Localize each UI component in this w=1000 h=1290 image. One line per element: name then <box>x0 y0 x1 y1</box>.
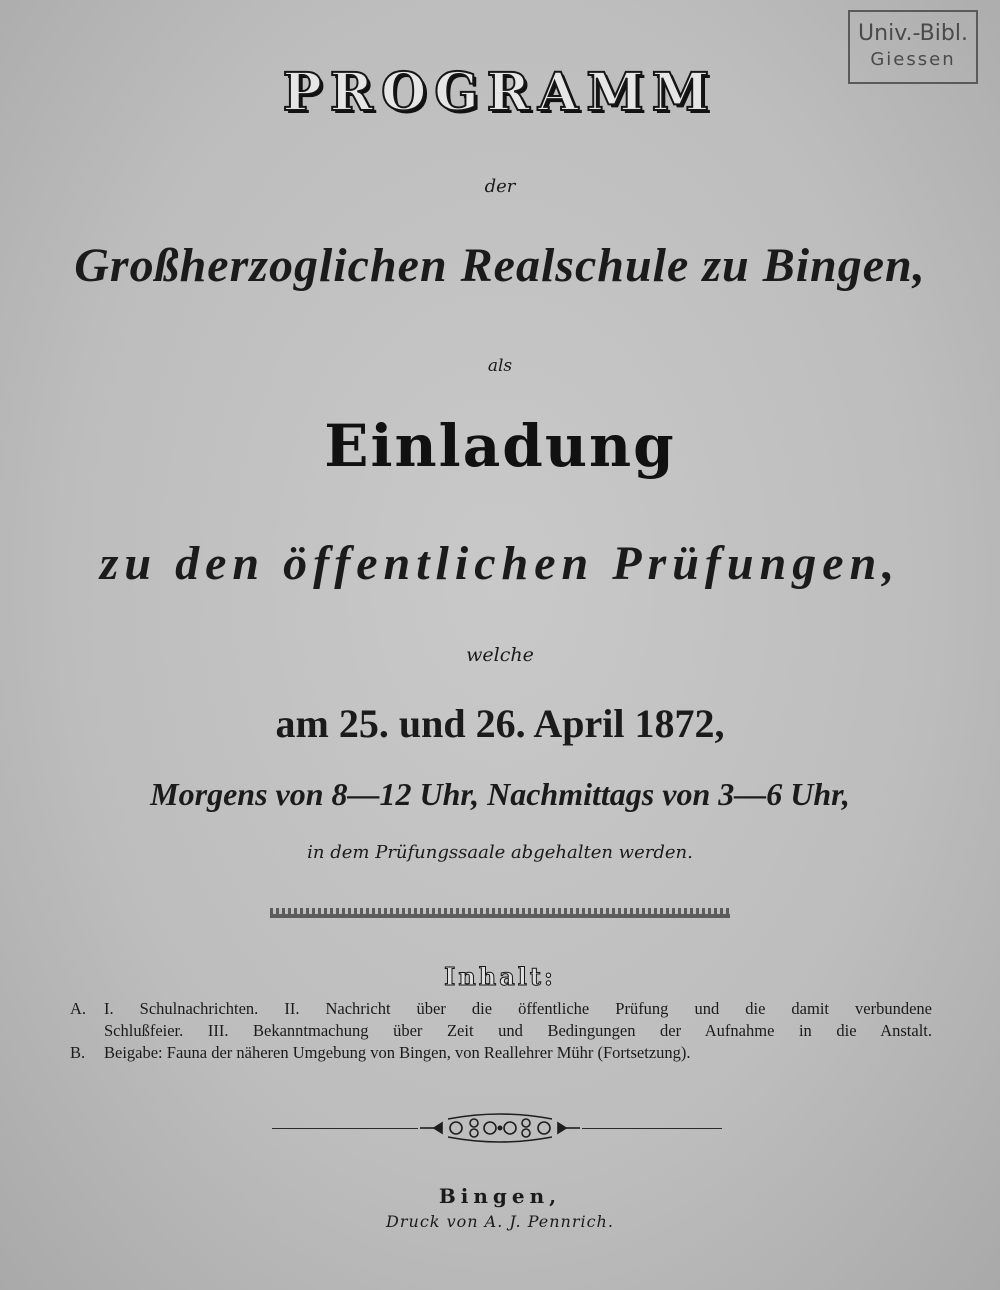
examinations-line: zu den öffentlichen Prüfungen, <box>99 537 901 590</box>
contents-item-key: A. <box>70 999 87 1018</box>
contents-item-key: B. <box>70 1043 86 1062</box>
word-welche: welche <box>466 644 534 666</box>
imprint-place: Bingen, <box>438 1184 562 1208</box>
stamp-line-2: Giessen <box>870 49 956 70</box>
contents-item-a <box>70 998 932 1020</box>
contents-list <box>70 998 932 1064</box>
invitation-heading: Einladung <box>324 412 676 480</box>
ornament-line-right <box>582 1128 722 1129</box>
contents-item-text: Beigabe: Fauna der näheren Umgebung von Bingen, von Reallehrer Mühr (Fortsetzung). <box>104 1043 691 1062</box>
ornament-icon <box>418 1111 582 1145</box>
exam-location: in dem Prüfungssaale abgehalten werden. <box>307 842 693 863</box>
school-name: Großherzoglichen Realschule zu Bingen, <box>74 239 926 292</box>
contents-heading: Inhalt: <box>444 962 556 991</box>
exam-times: Morgens von 8—12 Uhr, Nachmittags von 3—6 Uhr, <box>150 776 850 812</box>
document-title: PROGRAMM <box>282 62 718 123</box>
wavy-divider-lower <box>270 914 730 918</box>
contents-item-text: I. Schulnachrichten. II. Nachricht über die öffentliche Prüfung und die damit verbundene <box>104 999 932 1018</box>
stamp-line-1: Univ.-Bibl. <box>858 21 968 46</box>
contents-item-b <box>70 1042 932 1064</box>
contents-item-a-continued <box>70 1020 932 1042</box>
contents-item-text: Schlußfeier. III. Bekanntmachung über Zeit und Bedingungen der Aufnahme in die Anstalt. <box>104 1021 932 1040</box>
exam-date: am 25. und 26. April 1872, <box>275 701 725 746</box>
ornament-line-left <box>272 1128 418 1129</box>
word-als: als <box>487 356 513 376</box>
article-der: der <box>484 176 516 197</box>
imprint-printer: Druck von A. J. Pennrich. <box>386 1212 614 1231</box>
